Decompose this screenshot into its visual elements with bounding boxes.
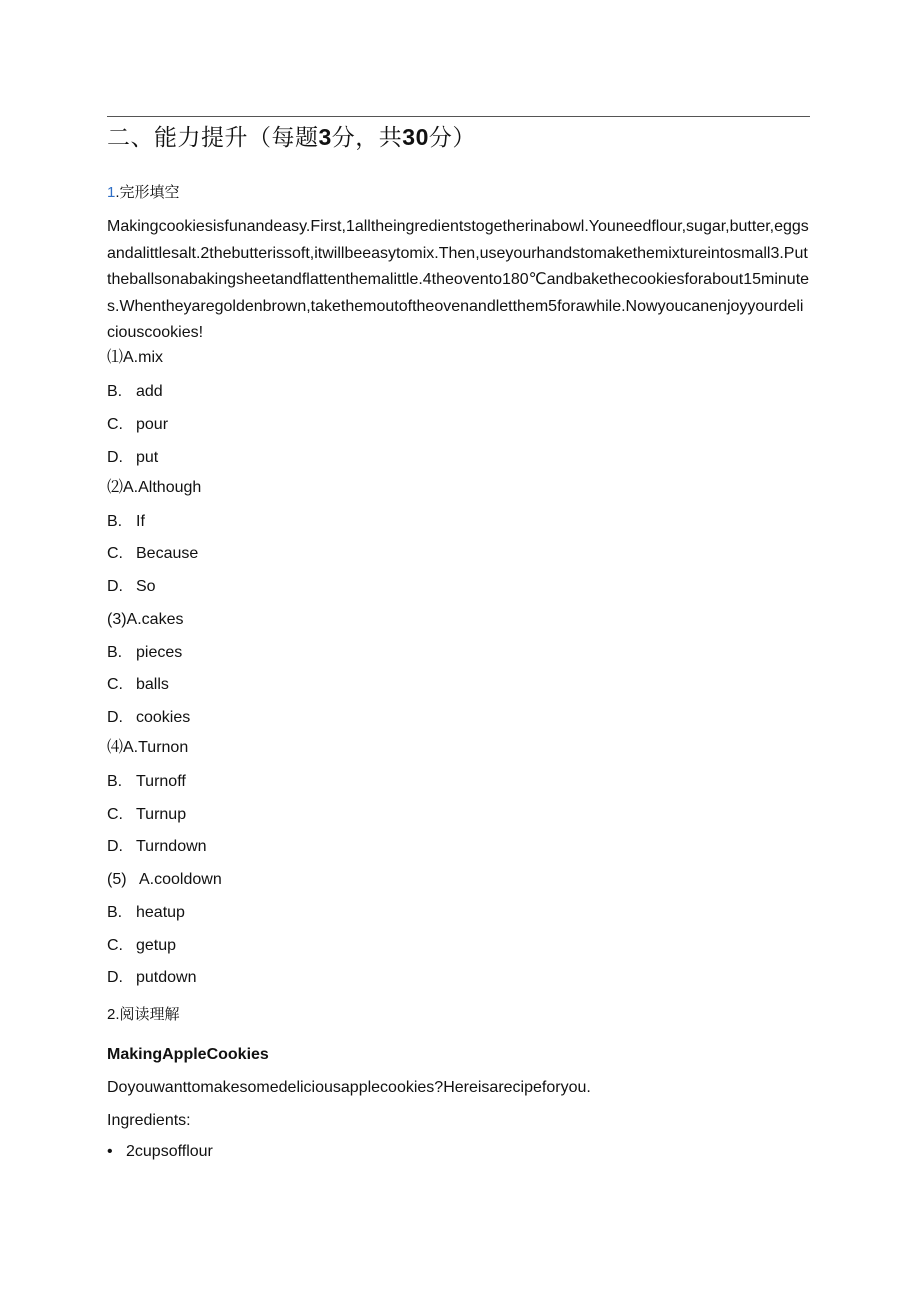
option-letter: C. (107, 806, 123, 823)
ingredient-text: 2cupsofflour (126, 1143, 213, 1160)
reading-title: MakingAppleCookies (107, 1046, 269, 1063)
question-1-number: 1 (107, 184, 116, 201)
section-heading (107, 126, 476, 149)
option-letter: D. (107, 838, 123, 855)
ingredients-label: Ingredients: (107, 1112, 191, 1129)
option-text: pieces (136, 644, 183, 661)
blank-5-option-c (107, 938, 176, 954)
option-letter: B. (107, 383, 123, 400)
option-text: add (136, 383, 163, 400)
option-letter: C. (107, 545, 123, 562)
reading-intro: Doyouwanttomakesomedeliciousapplecookies?Hereisarecipeforyou. (107, 1079, 591, 1096)
question-1-label (107, 185, 180, 200)
option-text: Because (136, 545, 199, 562)
blank-5-option-a: (5) A.cooldown (107, 871, 222, 888)
option-letter: D. (107, 578, 123, 595)
option-text: putdown (136, 969, 197, 986)
blank-2-option-b (107, 514, 145, 530)
heading-middle: 分，共 (331, 124, 403, 150)
option-text: So (136, 578, 156, 595)
blank-4-option-c (107, 807, 186, 823)
option-letter: B. (107, 644, 123, 661)
question-1-type: .完形填空 (115, 184, 180, 201)
option-letter: D. (107, 709, 123, 726)
option-letter: B. (107, 513, 123, 530)
blank-3-option-c (107, 677, 169, 693)
heading-prefix: 二、能力提升（每题 (107, 124, 319, 150)
option-text: put (136, 449, 159, 466)
blank-4-option-a: ⑷A.Turnon (107, 739, 189, 756)
option-text: pour (136, 416, 169, 433)
option-text: Turnoff (136, 773, 186, 790)
option-letter: C. (107, 416, 123, 433)
blank-2-option-d (107, 579, 156, 595)
blank-3-option-a: (3)A.cakes (107, 611, 184, 628)
blank-2-option-c (107, 546, 198, 562)
heading-suffix: 分） (428, 124, 476, 150)
option-text: Turnup (136, 806, 187, 823)
option-letter: B. (107, 904, 123, 921)
blank-5-option-d (107, 970, 197, 986)
heading-points: 3 (318, 124, 332, 150)
option-text: heatup (136, 904, 185, 921)
question-2-label: 2.阅读理解 (107, 1006, 180, 1023)
bullet-icon: • (107, 1143, 113, 1160)
heading-total: 30 (402, 124, 429, 150)
ingredient-item (107, 1144, 213, 1160)
blank-5-option-b (107, 905, 185, 921)
option-letter: B. (107, 773, 123, 790)
cloze-passage: Makingcookiesisfunandeasy.First,1alltheingredientstogetherinabowl.Youneedflour,sugar,butter,eggsandalittlesalt.2thebutterissoft,itwillbeeasytomix.Then,useyourhandstomakethemixtureintosmall3.Puttheballsonabakingsheetandflattenthemalittle.4theovento180℃andbakethecookiesforabout15minutes.Whentheyaregoldenbrown,takethemoutoftheovenandletthem5forawhile.Nowyoucanenjoyyourdeliciouscookies! (107, 218, 810, 341)
option-text: balls (136, 676, 169, 693)
blank-1-option-a: ⑴A.mix (107, 349, 164, 366)
option-letter: C. (107, 676, 123, 693)
option-letter: C. (107, 937, 123, 954)
blank-4-option-d (107, 839, 207, 855)
top-divider (107, 116, 810, 117)
option-letter: D. (107, 449, 123, 466)
option-text: If (136, 513, 145, 530)
blank-1-option-c (107, 417, 168, 433)
blank-3-option-b (107, 645, 182, 661)
blank-3-option-d (107, 710, 190, 726)
blank-1-option-d (107, 450, 158, 466)
blank-2-option-a: ⑵A.Although (107, 479, 202, 496)
option-text: getup (136, 937, 177, 954)
option-text: Turndown (136, 838, 207, 855)
option-text: cookies (136, 709, 191, 726)
option-letter: D. (107, 969, 123, 986)
blank-4-option-b (107, 774, 186, 790)
blank-1-option-b (107, 384, 163, 400)
